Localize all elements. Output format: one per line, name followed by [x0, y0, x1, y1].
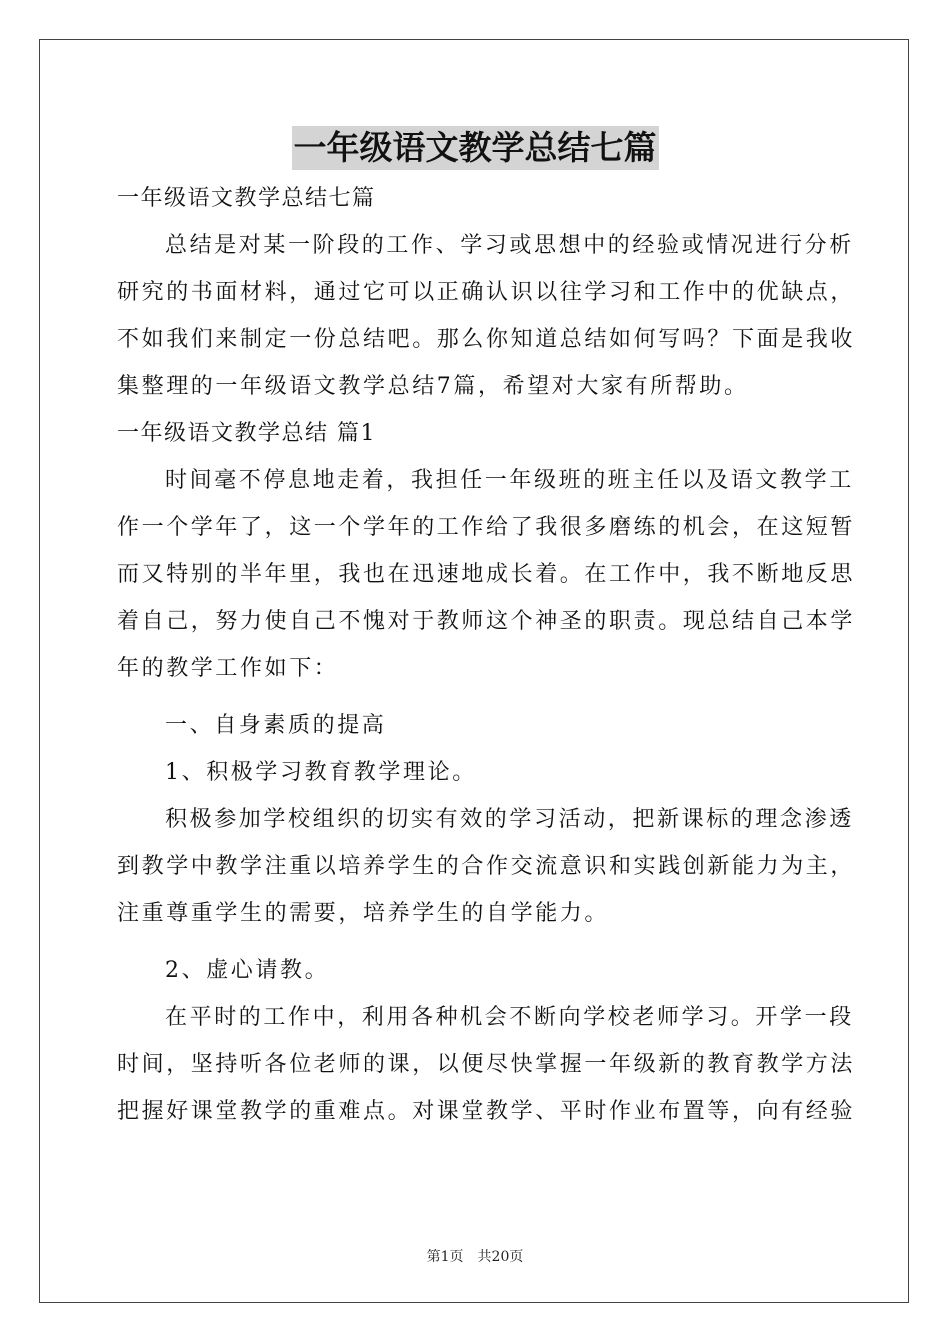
- document-subtitle: 一年级语文教学总结七篇: [117, 186, 376, 211]
- subitem-heading: 2、虚心请教。: [165, 958, 330, 983]
- intro-line: 不如我们来制定一份总结吧。那么你知道总结如何写吗？下面是我收: [117, 327, 856, 352]
- page-footer: [0, 1248, 950, 1266]
- subitem-heading: 1、积极学习教育教学理论。: [165, 760, 477, 785]
- paragraph-line: 年的教学工作如下：: [117, 656, 339, 681]
- document-body: [117, 181, 856, 1129]
- intro-line: 研究的书面材料，通过它可以正确认识以往学习和工作中的优缺点，: [117, 280, 856, 305]
- paragraph-line: 到教学中教学注重以培养学生的合作交流意识和实践创新能力为主，: [117, 854, 856, 879]
- subitem-paragraph: [117, 1000, 856, 1129]
- intro-paragraph: [117, 228, 856, 404]
- page-number: 第1页: [426, 1249, 464, 1265]
- paragraph-line: 作一个学年了，这一个学年的工作给了我很多磨练的机会，在这短暂: [117, 515, 856, 540]
- page-total: 共20页: [477, 1249, 524, 1265]
- item-heading: 一、自身素质的提高: [165, 713, 387, 738]
- paragraph-line: 注重尊重学生的需要，培养学生的自学能力。: [117, 901, 610, 926]
- paragraph-line: 时间，坚持听各位老师的课，以便尽快掌握一年级新的教育教学方法: [117, 1052, 856, 1077]
- subitem-paragraph: [117, 802, 856, 931]
- paragraph-line: 把握好课堂教学的重难点。对课堂教学、平时作业布置等，向有经验: [117, 1099, 856, 1124]
- paragraph-line: 在平时的工作中，利用各种机会不断向学校老师学习。开学一段: [165, 1005, 854, 1030]
- intro-line: 集整理的一年级语文教学总结7篇，希望对大家有所帮助。: [117, 374, 749, 399]
- paragraph-line: 积极参加学校组织的切实有效的学习活动，把新课标的理念渗透: [165, 807, 854, 832]
- section-paragraph: [117, 463, 856, 686]
- title-container: [0, 126, 950, 170]
- document-title: 一年级语文教学总结七篇: [292, 126, 659, 170]
- paragraph-line: 时间毫不停息地走着，我担任一年级班的班主任以及语文教学工: [165, 468, 854, 493]
- paragraph-line: 着自己，努力使自己不愧对于教师这个神圣的职责。现总结自己本学: [117, 609, 856, 634]
- intro-line: 总结是对某一阶段的工作、学习或思想中的经验或情况进行分析: [165, 233, 854, 258]
- paragraph-line: 而又特别的半年里，我也在迅速地成长着。在工作中，我不断地反思: [117, 562, 856, 587]
- section-heading: 一年级语文教学总结 篇1: [117, 421, 376, 446]
